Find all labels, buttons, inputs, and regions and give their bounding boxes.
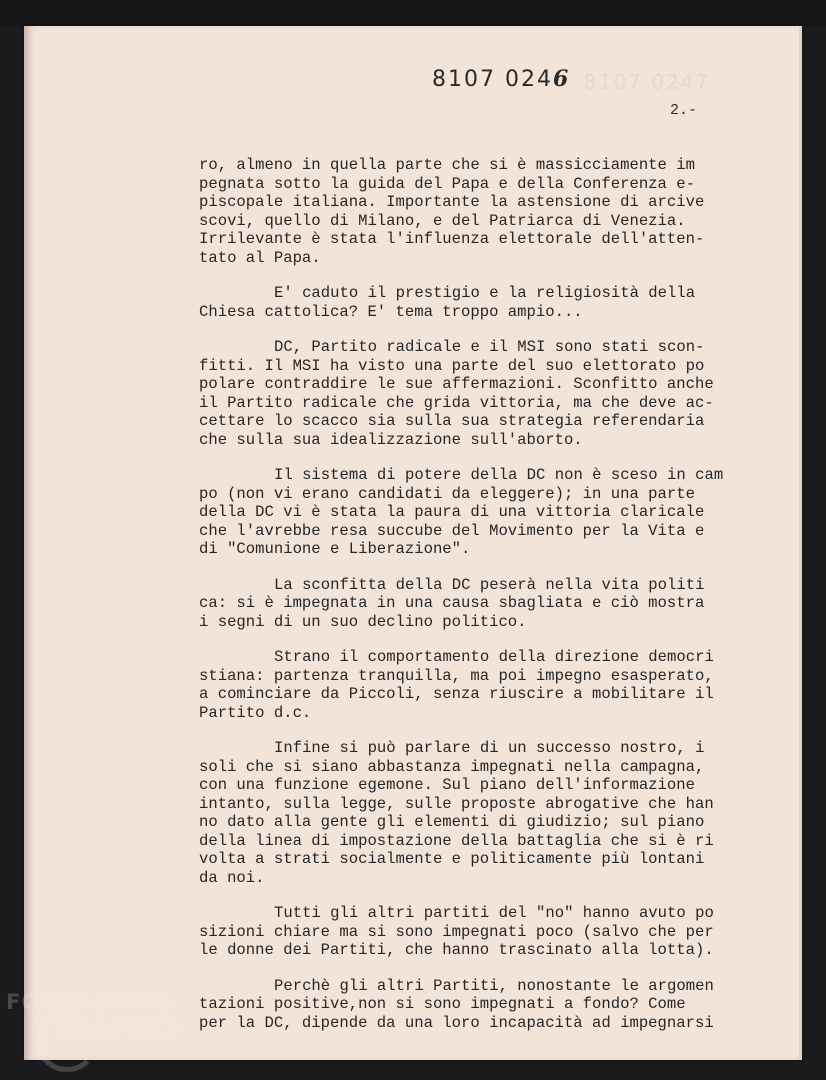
text-line: i segni di un suo declino politico.: [199, 612, 527, 631]
text-line: Perchè gli altri Partiti, nonostante le argomen: [274, 976, 714, 995]
paragraph: [199, 576, 759, 632]
text-line: il Partito radicale che grida vittoria, ma che deve ac-: [199, 393, 714, 412]
text-line: pegnata sotto la guida del Papa e della Conferenza e-: [199, 174, 695, 193]
text-line: fitti. Il MSI ha visto una parte del suo elettorato po: [199, 356, 705, 375]
text-line: sizioni chiare ma si sono impegnati poco (salvo che per: [199, 922, 714, 941]
text-line: polare contraddire le sue affermazioni. Sconfitto anche: [199, 375, 714, 393]
text-line: di "Comunione e Liberazione".: [199, 540, 471, 558]
archive-number: [432, 66, 570, 92]
text-line: che l'avrebbe resa succube del Movimento per la Vita e: [199, 521, 705, 540]
text-line: da noi.: [199, 868, 265, 887]
text-line: La sconfitta della DC peserà nella vita politi: [274, 575, 705, 594]
text-line: ro, almeno in quella parte che si è massicciamente im: [199, 156, 695, 174]
text-line: Partito d.c.: [199, 703, 312, 722]
scanner-backdrop: [0, 0, 826, 26]
paragraph: [199, 977, 759, 1033]
text-line: cettare lo scacco sia sulla sua strategia referendaria: [199, 412, 705, 430]
paragraph: [199, 739, 759, 887]
text-line: Il sistema di potere della DC non è sceso in cam: [274, 466, 724, 484]
text-line: intanto, sulla legge, sulle proposte abrogative che han: [199, 794, 714, 813]
fondazione-gramsci-watermark: [6, 990, 206, 1070]
text-line: piscopale italiana. Importante la astensione di arcive: [199, 193, 705, 211]
paragraph: [199, 904, 759, 960]
text-line: Chiesa cattolica? E' tema troppo ampio...: [199, 302, 583, 321]
text-line: a cominciare da Piccoli, senza riuscire a mobilitare il: [199, 685, 714, 703]
watermark-line2: GRAMSCI: [54, 1016, 181, 1042]
text-line: DC, Partito radicale e il MSI sono stati scon-: [274, 338, 705, 356]
bleed-through-number: 8107 0247: [584, 70, 711, 94]
text-line: Strano il comportamento della direzione democri: [274, 648, 714, 666]
text-line: no dato alla gente gli elementi di giudizio; sul piano: [199, 813, 705, 831]
text-line: tazioni positive,non si sono impegnati a fondo? Come: [199, 995, 686, 1013]
document-body: [199, 156, 759, 1049]
text-line: scovi, quello di Milano, e del Patriarca di Venezia.: [199, 211, 686, 230]
paragraph: [199, 466, 759, 559]
text-line: E' caduto il prestigio e la religiosità della: [274, 284, 696, 302]
text-line: volta a strati socialmente e politicamente più lontani: [199, 850, 705, 868]
text-line: le donne dei Partiti, che hanno trascinato alla lotta).: [199, 941, 714, 959]
archive-number-handwritten: 6: [552, 66, 571, 92]
text-line: po (non vi erano candidati da eleggere); in una parte: [199, 484, 695, 503]
text-line: tato al Papa.: [199, 248, 321, 267]
paragraph: [199, 156, 759, 267]
page-edge: [799, 26, 802, 1060]
text-line: Tutti gli altri partiti del "no" hanno avuto po: [274, 904, 714, 922]
watermark-line1: FONDAZIONE: [6, 990, 173, 1014]
watermark-line3: onlus: [174, 1048, 199, 1058]
text-line: per la DC, dipende da una loro incapacità ad impegnarsi: [199, 1013, 714, 1032]
document-page: [24, 26, 802, 1060]
paragraph: [199, 648, 759, 722]
text-line: che sulla sua idealizzazione sull'aborto.: [199, 430, 583, 449]
paragraph: [199, 284, 759, 321]
text-line: della linea di impostazione della battaglia che si è ri: [199, 831, 714, 850]
text-line: soli che si siano abbastanza impegnati nella campagna,: [199, 757, 705, 776]
text-line: Irrilevante è stata l'influenza elettorale dell'atten-: [199, 230, 705, 248]
text-line: Infine si può parlare di un successo nostro, i: [274, 739, 705, 757]
page-number: 2.-: [670, 102, 698, 119]
text-line: con una funzione egemone. Sul piano dell'informazione: [199, 776, 695, 794]
text-line: ca: si è impegnata in una causa sbagliata e ciò mostra: [199, 594, 705, 612]
paragraph: [199, 338, 759, 449]
archive-number-printed: 8107 024: [432, 67, 553, 92]
text-line: stiana: partenza tranquilla, ma poi impegno esasperato,: [199, 666, 714, 685]
text-line: della DC vi è stata la paura di una vittoria claricale: [199, 503, 705, 521]
